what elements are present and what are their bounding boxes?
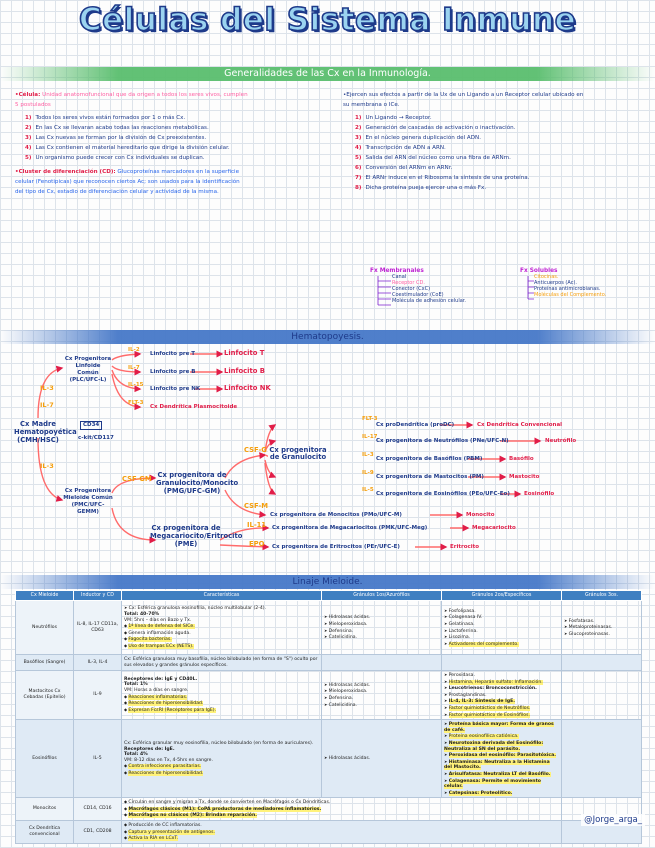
cyt-il3-b: IL-3 [40,462,54,470]
fx-sol-3: Proteínas antimicrobianas. [534,286,601,292]
g1-item: ➤ Defensina. [324,695,439,702]
car-line: ◆ Reacciones de hipersensibilidad. [124,700,319,707]
gran-end-3: Basófilo [509,456,534,462]
cell-inductor: IL-8, IL-17 CD11a, CD63 [74,601,122,655]
car-line: ◆ Reacciones de hipersensibilidad. [124,770,319,777]
meg-line-end: Megacariocito [472,525,516,531]
receptor-intro-2: su membrana o ICe. [343,102,400,108]
fx-mem-4: Coestimulador (CoE) [392,292,444,298]
fx-sol-4: Moléculas del Complemento. [534,292,607,298]
table-header: Características [122,591,322,601]
step-6: Conversión del ARNm en ARNr. [365,165,453,171]
cell-characteristics [122,821,562,844]
gran-end-5: Eosinófilo [524,491,555,497]
car-line: ◆ Activa la RIA en LCxT. [124,835,559,842]
g2-item: ➤ Proteína básica mayor: Forma de granos de café. [444,721,559,733]
cell-characteristics [122,655,322,671]
g2-item: ➤ Lactoferrina. [444,628,559,635]
g3-item: ➤ Glucoproteinasas. [564,631,639,638]
car-line: VM: Horas a días en sangre. [124,687,189,693]
cyt-il11: IL-11 [247,521,267,529]
car-line: Total: 1% [124,682,148,688]
g2-item: ➤ Fosfolipasa. [444,608,559,615]
postulados-list: 1) Todos los seres vivos están formados por 1 o más Cx. 2) En las Cx se llevaran acabo todas las reacciones metabólicas. 3) Las Cx nuevas se forman por la división de Cx preexistentes. 4) Las Cx contienen el material hereditario que dirige la división celular. 5) Un organismo puede crecer con Cx individuales se duplican. [25,115,230,161]
postulado-5: Un organismo puede crecer con Cx individuales se duplican. [35,155,205,161]
lymph-pre-3: Linfocito pre NK [150,386,201,392]
cd-definition: Glucoproteínas marcadores en la superficie [117,169,240,175]
page-title: Células del Sistema Inmune [78,2,577,38]
step-8: Dicha proteína pueja ejercer una o más Fx. [365,185,487,191]
table-row [16,720,642,798]
lymph-cyt-2: IL-7 [128,365,140,371]
car-line: Total: 40-70% [124,612,160,618]
cell-g2 [442,720,562,798]
table-row [16,671,642,720]
author-handle: @Jorge_arga_ [581,814,645,826]
celula-definition-2: 5 postulados [15,102,51,108]
table-header: Gránulos 3os. [562,591,642,601]
cell-name: Monocitos [16,798,74,821]
section-banner-hematopoyesis: Hematopoyesis. [0,330,655,344]
cd34-label: CD34 [80,421,102,430]
g1-item: ➤ Catelicidina. [324,634,439,641]
gran-prog-5: Cx progenitora de Eosinófilos (PEo/UFC-Eo) [376,491,510,497]
car-line: ◆ Expresan FcεRI (Receptores para IgE). [124,707,319,714]
cyt-il3-a: IL-3 [40,384,54,392]
g2-item: ➤ Prostaglandinas. [444,692,559,699]
gran-cyt-5: IL-5 [362,487,374,493]
table-header-row [16,591,642,601]
lymph-cyt-4: FLT-3 [128,400,144,406]
cell-inductor: IL-3, IL-4 [74,655,122,671]
cell-g1 [322,720,442,798]
gran-end-1: Cx Dendrítica Convencional [477,422,563,428]
cell-g3 [562,601,642,655]
cell-inductor: CD1, CD208 [74,821,122,844]
celula-definition: Unidad anatomofuncional que da origen a todos los seres vivos, cumplen [42,92,248,98]
g1-item: ➤ Hidrolasas ácidas. [324,755,439,762]
postulado-2: En las Cx se llevaran acabo todas las reacciones metabólicas. [35,125,209,131]
postulado-3: Las Cx nuevas se forman por la división de Cx preexistentes. [35,135,207,141]
g2-item: ➤ IL-4, IL-3: Síntesis de IgE. [444,698,559,705]
cd-definition-2: celular (Fenotipicas) que reconocen ciertos Ac; son usados para la identificación [15,179,240,185]
table-row [16,821,642,844]
g2-item: ➤ Proteína eosinofílica catiónica. [444,733,559,740]
g2-item: ➤ Neurotoxina derivada del Eosinófilo: Neutraliza al SN del parásito. [444,740,559,752]
cell-characteristics [122,798,562,821]
fx-mem-2: Receptor CD. [392,280,425,286]
fx-mem-5: Molécula de adhesión celular. [392,298,466,304]
cell-name: Cx Dendrítica convencional [16,821,74,844]
lymph-end-3: Linfocito NK [224,384,271,392]
table-row [16,655,642,671]
section-banner-linaje: Linaje Mieloide. [0,575,655,589]
g1-item: ➤ Mieloperoxidasa. [324,621,439,628]
ckit-label: c-kit/CD117 [78,435,114,441]
gran-cyt-2: IL-17 [362,434,378,440]
cell-name: Mastocitos Cx Cebadas (Epitelio) [16,671,74,720]
car-line: ◆ Macrófagos clásicos (M1): CoPA productoras de mediadores inflamatorios. [124,806,559,813]
receptor-intro: •Ejercen sus efectos a partir de la Ux de un Ligando a un Receptor celular ubicado en [343,92,584,98]
g2-item: ➤ Gelatinasa. [444,621,559,628]
g2-item: ➤ Peroxidasa del eosinófilo: Parasitotóxica. [444,752,559,759]
fx-mem-3: Conector (CxC) [392,286,431,292]
cell-characteristics [122,720,322,798]
g3-item: ➤ Fosfatasas. [564,618,639,625]
stem-cell: Cx Madre Hematopoyética (CMH/HSC) [14,420,77,444]
cyt-csf-g: CSF-G [244,446,267,454]
car-line: Receptores de: IgE. [124,746,175,752]
g3-item: ➤ Metaloproteinasas. [564,624,639,631]
cell-inductor: IL-5 [74,720,122,798]
g2-item: ➤ Catepsinas: Proteolítico. [444,790,559,797]
section-banner-generalidades: Generalidades de las Cx en la Inmunología. [0,67,655,81]
fx-solubles-title: Fx Solubles [520,268,558,274]
step-5: Salida del ARN del núcleo como una fibra de ARNm. [365,155,511,161]
cell-characteristics [122,671,322,720]
car-line: ◆ Circulan en sangre y migran a Tx, donde se convierten en Macrófagos o Cx Dendríticas. [124,799,559,806]
gran-prog-4: Cx progenitora de Mastocitos (PM) [376,474,484,480]
lymph-end-2: Linfocito B [224,367,265,375]
car-line: ◆ Macrófagos no clásicos (M2): Brindan reparación. [124,812,559,819]
g1-item: ➤ Defensina. [324,628,439,635]
g2-item: ➤ Histamina, Heparán sulfato: Inflamación. [444,679,559,686]
g2-item: ➤ Peroxidasa. [444,672,559,679]
fx-mem-1: Canal [392,274,407,280]
lymph-cyt-3: IL-15 [128,382,144,388]
cmp-node: Cx Progenitora Mieloide Común (PMC/UFC-GEMM) [63,488,113,515]
g2-item: ➤ Histaminasa: Neutraliza a la Histamina del Mastocito. [444,759,559,771]
gm-progenitor: Cx progenitora de Granulocito/Monocito (PMG/UFC-GM) [156,471,239,495]
car-line: ◆ 1ª línea de defensa del SICe. [124,623,319,630]
g2-item: ➤ Factor quimiotáctico de Eosinófilos. [444,712,559,719]
fx-membranales-title: Fx Membranales [370,268,424,274]
fx-sol-1: Citocinas. [534,274,559,280]
g2-item: ➤ Leucotrienos: Broncoconstricción. [444,685,559,692]
myeloid-table [15,590,642,844]
g1-item: ➤ Catelicidina. [324,702,439,709]
cell-name: Basófilos (Sangre) [16,655,74,671]
cyt-epo: EPO [249,540,265,548]
car-line: ◆ Captura y presentación de antígenos. [124,829,559,836]
car-line: Cx: Esférica granular muy eosinofilia, núcleo bilobulado (en forma de auriculares). [124,740,314,746]
cd-term: •Cluster de diferenciación (CD): [15,169,116,175]
cell-characteristics [122,601,322,655]
cell-g1 [322,601,442,655]
steps-list: 1) Un Ligando → Receptor. 2) Generación de cascadas de activación o inactivación. 3) En el núcleo genera duplicación del ADN. 4) Transcripción de ADN a ARN. 5) Salida del ARN del núcleo como una fibra de ARNm. 6) Conversión del ARNm en ARNr. 7) El ARNr induce en el Ribosoma la síntesis de una proteína. 8) Dicha proteína pueja ejercer una o más Fx. [355,115,530,191]
postulado-4: Las Cx contienen el material hereditario que dirige la división celular. [35,145,230,151]
lymph-pre-1: Linfocito pre T [150,351,195,357]
cell-name: Eosinófilos [16,720,74,798]
gran-prog-3: Cx progenitora de Basófilos (PBM) [376,456,483,462]
gran-end-4: Mastocito [509,474,540,480]
car-line: ➤ Cx: Esférica granulosa eosinofilia, núcleo multilobular (2-4). [124,605,319,612]
g2-item: ➤ Colagenasa IV. [444,614,559,621]
cell-name: Neutrófilos [16,601,74,655]
car-line: ◆ Contra infecciones parasitarias. [124,763,319,770]
meg-progenitor: Cx progenitora de Megacariocito/Eritrocito (PME) [150,524,243,548]
step-3: En el núcleo genera duplicación del ADN. [365,135,481,141]
postulado-1: Todos los seres vivos están formados por 1 o más Cx. [35,115,186,121]
lymph-end-1: Linfocito T [224,349,265,357]
table-header: Cx Mieloide [16,591,74,601]
g2-item: ➤ Lisozima. [444,634,559,641]
car-line: ◆ Genera inflamación aguda. [124,630,319,637]
table-header: Gránulos 2os/Específicos [442,591,562,601]
cell-g1 [322,671,442,720]
granulocyte-progenitor: Cx progenitora de Granulocito [269,446,327,461]
mono-end: Monocito [466,512,495,518]
table-row [16,798,642,821]
gran-prog-1: Cx proDendrítica (proDC) [376,422,455,428]
lymph-cyt-1: IL-2 [128,347,140,353]
cell-inductor: CD14, CD16 [74,798,122,821]
table-header: Gránulos 1os/Azurófilos [322,591,442,601]
cell-g2 [442,671,562,720]
step-1: Un Ligando → Receptor. [365,115,432,121]
gran-cyt-3: IL-3 [362,452,374,458]
table-header: Inductor y CD [74,591,122,601]
step-7: El ARNr induce en el Ribosoma la síntesis de una proteína. [365,175,530,181]
cd-definition-3: del tipo de Cx, estadio de diferenciación celular y actividad de la misma. [15,189,219,195]
g1-item: ➤ Mieloperoxidasa. [324,688,439,695]
cyt-csf-gm: CSF-GM [122,475,152,483]
meg-line-prog: Cx progenitora de Megacariocitos (PMK/UFC-Meg) [272,525,428,531]
lymph-pre-2: Linfocito pre B [150,369,196,375]
gran-cyt-4: IL-9 [362,470,374,476]
car-line: VM: 5hrs – días en Bazo y Tx. [124,617,192,623]
ery-line-prog: Cx progenitora de Eritrocitos (PEr/UFC-E) [272,544,400,550]
car-line: Cx: Esférica granulosa muy basofilia, núcleo bilobulado (en forma de "S") oculto por sus elevados y grandes gránulos específicos. [124,656,318,668]
car-line: ◆ Fagocita bacterias. [124,636,319,643]
car-line: ◆ Uso de trampas ECx (NETS). [124,643,319,650]
car-line: ◆ Producción de CC inflamatorias. [124,822,559,829]
car-line: VM: 8-12 días en Tx, 4-5hrs en sangre. [124,757,213,763]
car-line: Receptores de: IgE y CD40L. [124,676,198,682]
table-row [16,601,642,655]
car-line: Total: 4% [124,752,148,758]
g1-item: ➤ Hidrolasas ácidas. [324,682,439,689]
g2-item: ➤ Arisulfatasa: Neutraliza LT del Basófilo. [444,771,559,778]
car-line: ◆ Reacciones inflamatorias. [124,694,319,701]
g2-item: ➤ Factor quimiotáctico de Neutrófilos. [444,705,559,712]
mono-prog: Cx progenitora de Monocitos (PMo/UFC-M) [270,512,402,518]
gran-cyt-1: FLT-3 [362,416,378,422]
gran-prog-2: Cx progenitora de Neutrófilos (PNe/UFC-N) [376,438,509,444]
g1-item: ➤ Hidrolasas ácidas. [324,614,439,621]
cell-inductor: IL-9 [74,671,122,720]
cyt-il7: IL-7 [40,401,54,409]
step-2: Generación de cascadas de activación o inactivación. [365,125,516,131]
fx-sol-2: Anticuerpos (Ac). [534,280,577,286]
cell-g2 [442,601,562,655]
step-4: Transcripción de ADN a ARN. [365,145,446,151]
g2-item: ➤ Colagenasa: Permite el movimiento celular. [444,778,559,790]
lymph-end-4: Cx Dendrítica Plasmocitoide [150,404,238,410]
celula-term: •Célula: [15,92,41,98]
gran-end-2: Neutrófilo [545,438,577,444]
cyt-csf-m: CSF-M [244,502,269,510]
clp-node: Cx Progenitora Linfoide Común (PLC/UFC-L) [64,356,112,383]
g2-item: ➤ Activadores del complemento. [444,641,559,648]
ery-line-end: Eritrocito [450,544,480,550]
